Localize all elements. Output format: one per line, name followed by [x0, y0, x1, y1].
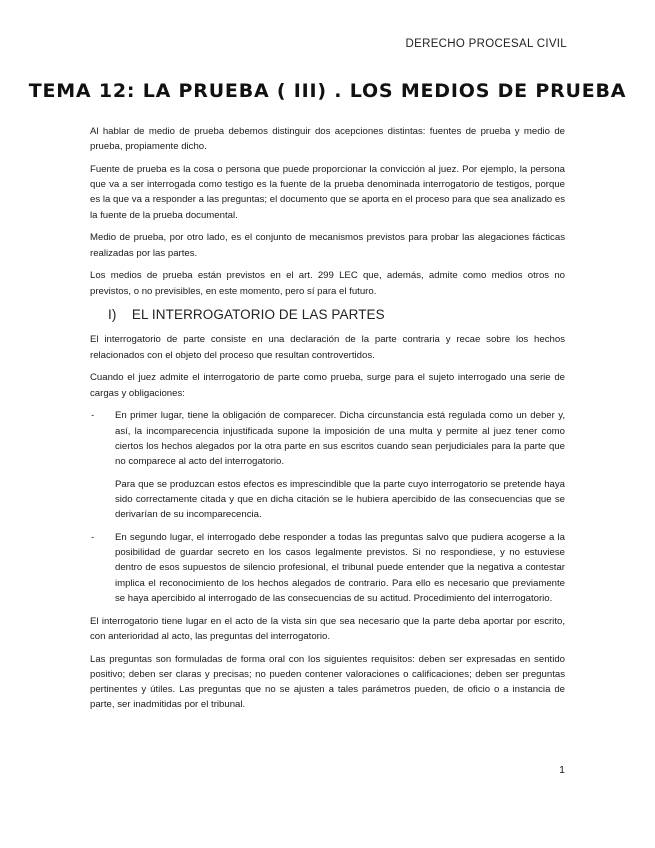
list-item: [90, 530, 565, 606]
paragraph-intro-2: Fuente de prueba es la cosa o persona que puede proporcionar la convicción al juez. Por ejemplo, la persona que va a ser interrogada como testigo es la fuente de la prueba denominada interrogatorio de testigos, porque es la que va a responder a las preguntas; el documento que se aporta en el proceso para que sea analizado es la fuente de la prueba documental.: [90, 164, 565, 221]
paragraph-intro-1: Al hablar de medio de prueba debemos distinguir dos acepciones distintas: fuentes de prueba y medio de prueba, propiamente dicho.: [90, 126, 565, 153]
document-body: [90, 124, 565, 720]
running-header: DERECHO PROCESAL CIVIL: [405, 38, 567, 50]
paragraph-end-1: El interrogatorio tiene lugar en el acto de la vista sin que sea necesario que la parte deba aportar por escrito, con anterioridad al acto, las preguntas del interrogatorio.: [90, 615, 565, 642]
page-number: 1: [559, 764, 565, 776]
section-number: I): [108, 307, 117, 323]
paragraph-intro-4: Los medios de prueba están previstos en el art. 299 LEC que, además, admite como medios otros no previstos, o no previsibles, en este momento, pero sí para el futuro.: [90, 270, 565, 297]
paragraph-section-2: Cuando el juez admite el interrogatorio de parte como prueba, surge para el sujeto interrogado una serie de cargas y obligaciones:: [90, 372, 565, 399]
paragraph-intro-3: Medio de prueba, por otro lado, es el conjunto de mecanismos previstos para probar las alegaciones fácticas realizadas por las partes.: [90, 232, 565, 259]
paragraph-end-2: Las preguntas son formuladas de forma oral con los siguientes requisitos: deben ser expresadas en sentido positivo; deben ser claras y precisas; no pueden contener valoraciones o calificaciones; deben ser preguntas pertinentes y útiles. Las preguntas que no se ajusten a tales parámetros pueden, de oficio o a instancia de parte, ser inadmitidas por el tribunal.: [90, 653, 565, 711]
bullet-marker: -: [91, 410, 95, 422]
section-title: EL INTERROGATORIO DE LAS PARTES: [131, 307, 385, 323]
bullet-marker: -: [91, 532, 95, 544]
section-heading: [90, 306, 565, 324]
bullet-2-paragraph-1: En segundo lugar, el interrogado debe responder a todas las preguntas salvo que pudiera acogerse a la posibilidad de guardar secreto en los casos legalmente previstos. Si no respondiese, y no estuviese dentro de esos supuestos de silencio profesional, el tribunal puede entender que la negativa a contestar implica el reconocimiento de los hechos alegados de contrario. Para ello es necesario que previamente se haya apercibido al interrogado de las consecuencias de su actitud. Procedimiento del interrogatorio.: [115, 532, 565, 604]
bullet-1-paragraph-2: Para que se produzcan estos efectos es imprescindible que la parte cuyo interrogatorio se pretende haya sido correctamente citada y que en dicha citación se le hubiera apercibido de las consecuencias que se derivarían de su incomparecencia.: [115, 478, 565, 521]
paragraph-section-1: El interrogatorio de parte consiste en una declaración de la parte contraria y recae sobre los hechos relacionados con el objeto del proceso que resultan controvertidos.: [90, 334, 565, 361]
bullet-1-paragraph-1: En primer lugar, tiene la obligación de comparecer. Dicha circunstancia está regulada como un deber y, así, la incomparecencia injustificada supone la imposición de una multa y permite al juez tener como ciertos los hechos alegados por la otra parte en sus escritos cuando sean perjudiciales para la parte que no comparece al acto del interrogatorio.: [115, 410, 565, 468]
list-item: [90, 408, 565, 522]
page-title: TEMA 12: LA PRUEBA ( III) . LOS MEDIOS DE PRUEBA: [28, 80, 627, 102]
